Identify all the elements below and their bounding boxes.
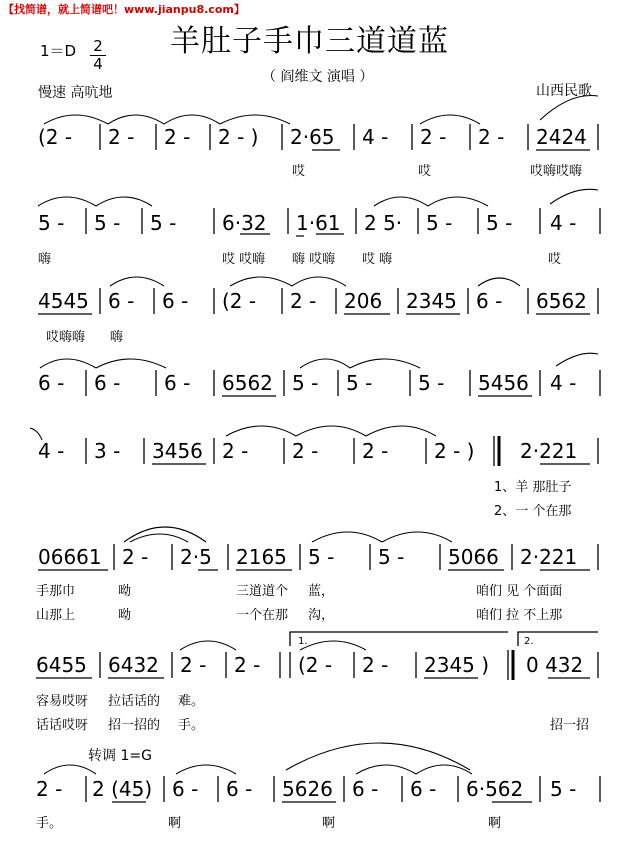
measure: 2424 — [536, 125, 587, 149]
measure: 4 - — [362, 125, 389, 149]
lyric-verse-2: 招一招 — [550, 718, 590, 733]
measure: 2 - — [362, 439, 389, 463]
measure: 2 - — [108, 125, 135, 149]
measure: 2 - — [290, 289, 317, 313]
lyric: 哎 — [292, 164, 306, 179]
measure: 206 — [344, 289, 383, 313]
lyric: 哎 — [418, 164, 432, 179]
measure: 6 - — [38, 371, 65, 395]
lyric-verse-2: 沟， — [308, 608, 335, 623]
measure: 6432 — [108, 653, 159, 677]
measure: 5066 — [448, 545, 499, 569]
lyric-verse-1: 三道道个 — [236, 584, 289, 599]
measure: 2 - — [420, 125, 447, 149]
measure: 2 - — [292, 439, 319, 463]
lyric-verse-1: 蓝， — [308, 584, 335, 599]
lyric-verse-2: 手。 — [178, 718, 205, 733]
measure: 6 - — [94, 371, 121, 395]
lyric-verse-2: 招一招的 — [108, 718, 161, 733]
time-sig-bottom: 4 — [93, 55, 103, 73]
measure: 4 - — [38, 439, 65, 463]
measure: 5 - — [94, 211, 121, 235]
measure: (2 - — [38, 125, 73, 149]
performer: （ 阎维文 演唱 ） — [262, 69, 374, 85]
lyric-verse-2: 山那上 — [36, 608, 76, 623]
measure: 2·65 — [290, 125, 335, 149]
measure: 0 432 — [526, 653, 584, 677]
measure: 6562 — [536, 289, 587, 313]
measure: 2 - — [164, 125, 191, 149]
measure: 5626 — [282, 777, 333, 801]
time-sig-top: 2 — [93, 37, 103, 55]
measure: 6455 — [36, 653, 87, 677]
measure: 6·562 — [466, 777, 524, 801]
measure: 5 - — [426, 211, 453, 235]
measure: 5 - — [38, 211, 65, 235]
measure: 5 - — [418, 371, 445, 395]
measure: 5 - — [346, 371, 373, 395]
measure: 6 - — [226, 777, 253, 801]
measure: 6·32 — [222, 211, 267, 235]
measure: 1·61 — [296, 211, 341, 235]
lyric-verse-2: 咱们 拉 不上那 — [476, 608, 563, 623]
measure: 5456 — [478, 371, 529, 395]
lyric-verse-1: 拉话话的 — [108, 694, 161, 709]
lyric: 嗨 哎嗨 — [292, 252, 336, 267]
measure: 5 - — [308, 545, 335, 569]
song-title: 羊肚子手巾三道道蓝 — [170, 24, 449, 59]
lyric-verse-2: 2、一 个在那 — [494, 504, 572, 519]
measure: 5 - — [550, 777, 577, 801]
measure: 6 - — [172, 777, 199, 801]
lyric: 哎 嗨 — [362, 252, 393, 267]
measure: 2 - — [478, 125, 505, 149]
measure: 4 - — [550, 211, 577, 235]
measure: 2 - — [36, 777, 63, 801]
measure: 06661 — [38, 545, 102, 569]
lyric: 手。 — [36, 816, 63, 831]
measure: 2·5 — [180, 545, 212, 569]
measure: (2 - — [298, 653, 333, 677]
lyric-verse-2: 话话哎呀 — [36, 718, 89, 733]
measure: 2165 — [236, 545, 287, 569]
measure: 6 - — [164, 371, 191, 395]
measure: 6 - — [352, 777, 379, 801]
measure: 4 - — [550, 371, 577, 395]
lyric-verse-1: 难。 — [178, 694, 205, 709]
lyric-verse-1: 咱们 见 个面面 — [476, 584, 563, 599]
volta-1: 1. — [298, 636, 308, 647]
lyric-verse-1: 手那巾 — [36, 584, 76, 599]
lyric-verse-2: 呦 — [118, 608, 132, 623]
measure: 6 - — [162, 289, 189, 313]
site-banner: 【找简谱，就上简谱吧！www.jianpu8.com】 — [3, 3, 245, 16]
song-origin: 山西民歌 — [536, 83, 592, 99]
lyric: 嗨 — [38, 252, 52, 267]
measure: 3 - — [94, 439, 121, 463]
measure: 2345 ) — [424, 653, 490, 677]
measure: 4545 — [38, 289, 89, 313]
measure: (2 - — [222, 289, 257, 313]
lyric: 啊 — [322, 816, 336, 831]
measure: 2·221 — [520, 545, 578, 569]
lyric: 哎嗨嗨 — [46, 330, 86, 345]
measure: 2 - — [122, 545, 149, 569]
measure: 6 - — [476, 289, 503, 313]
lyric: 哎嗨哎嗨 — [530, 164, 583, 179]
modulation-marking: 转调 1=G — [88, 748, 152, 764]
lyric-verse-1: 容易哎呀 — [36, 694, 89, 709]
measure: 2 - — [362, 653, 389, 677]
measure: 2 - ) — [218, 125, 259, 149]
measure: 5 - — [292, 371, 319, 395]
measure: 2 - ) — [434, 439, 475, 463]
lyric: 啊 — [488, 816, 502, 831]
measure: 2 - — [180, 653, 207, 677]
measure: 2·221 — [520, 439, 578, 463]
measure: 6 - — [410, 777, 437, 801]
lyric: 哎 — [548, 252, 562, 267]
lyric-verse-1: 1、羊 那肚子 — [494, 480, 572, 495]
tempo-marking: 慢速 高吭地 — [38, 85, 113, 101]
key-signature: 1＝D — [40, 42, 77, 60]
lyric-verse-1: 呦 — [118, 584, 132, 599]
measure: 5 - — [378, 545, 405, 569]
measure: 6 - — [108, 289, 135, 313]
volta-2: 2. — [524, 636, 534, 647]
measure: 2 - — [234, 653, 261, 677]
lyric: 啊 — [168, 816, 182, 831]
lyric: 哎 哎嗨 — [222, 252, 266, 267]
lyric: 嗨 — [110, 330, 124, 345]
measure: 2 (45) — [92, 777, 153, 801]
measure: 6562 — [222, 371, 273, 395]
measure: 3456 — [152, 439, 203, 463]
measure: 5 - — [150, 211, 177, 235]
measure: 2345 — [406, 289, 457, 313]
measure: 5 - — [486, 211, 513, 235]
measure: 2 5· — [364, 211, 403, 235]
measure: 2 - — [222, 439, 249, 463]
lyric-verse-2: 一个在那 — [236, 608, 289, 623]
